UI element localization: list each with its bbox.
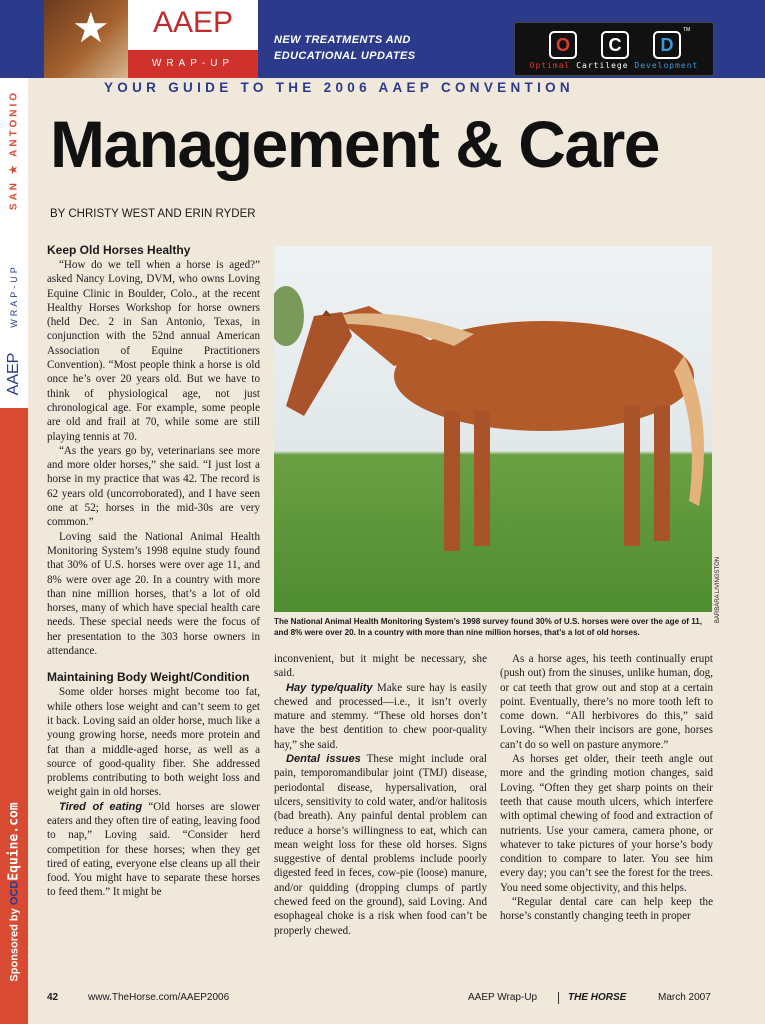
sponsor-prefix: Sponsored by: [8, 908, 21, 982]
paragraph: [274, 752, 487, 938]
article-column-1: [47, 243, 260, 900]
ocd-letter-o: O: [549, 31, 577, 59]
horse-leg: [474, 411, 490, 546]
sidebar-aaep: AAEP: [5, 352, 22, 396]
top-banner: [0, 0, 765, 78]
section-heading-body-weight: Maintaining Body Weight/Condition: [47, 670, 250, 685]
horse-photo: [274, 246, 712, 612]
footer-section: AAEP Wrap-Up: [468, 992, 538, 1003]
guide-line: YOUR GUIDE TO THE 2006 AAEP CONVENTION: [104, 80, 574, 95]
page-number: 42: [47, 992, 59, 1003]
ocd-word-development: Development: [634, 61, 699, 70]
tagline-line-2: EDUCATIONAL UPDATES: [274, 50, 416, 62]
sponsor-brand-domain: Equine.com: [6, 802, 22, 881]
sidebar-strip: [0, 0, 28, 1024]
page-title: Management & Care: [50, 107, 660, 181]
ocd-subtitle: [515, 61, 713, 70]
paragraph: “Regular dental care can help keep the horse’s constantly changing teeth in proper: [500, 896, 713, 923]
runin-heading-hay: Hay type/quality: [286, 681, 373, 694]
paragraph: “How do we tell when a horse is aged?” asked Nancy Loving, DVM, who owns Loving Equine Clinic in Boulder, Colo., at the recent Healthy Horses Workshop for horse owners (held Dec. 2 in San Antonio, Texas, in conjunction with the 52nd annual American Association of Equine Practitioners Convention). “Most people think a horse is old once he’s over 20 years old. But we have to think of physiological age, not just chronological age. For example, some people are old and frail at 70, while some are still playing tennis at 70.: [47, 259, 260, 443]
sponsor-brand-ocd: OCD: [8, 880, 21, 906]
paragraph-text: These might include oral pain, temporomandibular joint (TMJ) disease, periodontal disease, hypersalivation, oral ulcers, sensitivity to cold water, and/or halitosis (bad breath). Any painful dental problem can reduce a horse’s willingness to eat, which can mean weight loss for these old horses. Signs suggestive of dental problems include poorly digested feed in feces, cow-pie (loose) manure, and/or quidding (dropping clumps of partly chewed feed on the ground), said Loving. And esophageal choke is a risk when food can’t be properly chewed.: [274, 753, 488, 937]
paragraph-text: Make sure hay is easily chewed and processed—i.e., it isn’t overly mature and stemmy. “These old horses don’t have the best dentition to chew poor-quality hay,” she said.: [274, 681, 488, 751]
paragraph: Some older horses might become too fat, while others lose weight and can’t seem to get it back. Loving said an older horse, much like a young growing horse, needs more protein and fat than a middle-aged horse, as well as a source of good-quality fiber. She addressed problems contributing to both weight loss and weight gain in old horses.: [47, 686, 260, 799]
tree-shape: [274, 286, 304, 346]
horse-tail: [674, 356, 704, 506]
byline: BY CHRISTY WEST AND ERIN RYDER: [50, 208, 256, 220]
ocd-word-cartilege: Cartilege: [576, 61, 629, 70]
footer-url: www.TheHorse.com/AAEP2006: [88, 992, 230, 1003]
article-column-3: [500, 652, 713, 924]
horse-leg: [624, 406, 640, 546]
sidebar-city: SAN ★ ANTONIO: [8, 89, 20, 211]
tagline-line-1: NEW TREATMENTS AND: [274, 34, 411, 46]
paragraph: As horses get older, their teeth angle out more and the grinding motion changes, said Loving. “Often they get sharp points on their teeth that cause mouth ulcers, which interfere with optimal chewing of food and extraction of nutrients. Use your camera, camera phone, or whatever to take pictures of your horse’s body condition to compare to later. You see him every day; you can’t see the forest for the trees. You need some objectivity, and this helps.: [500, 753, 713, 894]
horse-leg: [654, 406, 670, 541]
paragraph-text: “Old horses are slower eaters and they often tire of eating, leaving food to nap,” Loving said. “Consider herd competition for these horses; when they get tired of eating, everyone else cleans up all their food. You might have to separate these horses to feed them.” It might be: [47, 800, 260, 899]
ocd-ad: [514, 22, 714, 76]
horse-illustration: [274, 246, 712, 612]
horse-leg: [444, 411, 460, 551]
runin-heading-dental: Dental issues: [286, 753, 361, 766]
texas-star-icon: ★: [72, 6, 110, 52]
footer-publication: THE HORSE: [568, 992, 627, 1003]
sponsor-line: [7, 802, 22, 981]
ocd-letter-c: C: [601, 31, 629, 59]
sidebar-wrap-up: WRAP-UP: [9, 264, 19, 328]
ocd-word-optimal: Optimal: [529, 61, 571, 70]
logo-main: AAEP: [152, 6, 234, 39]
paragraph: As a horse ages, his teeth continually erupt (push out) from the sinuses, unlike human, dog, or cat teeth that grow out and stop at a certain point. Eventually, there’s no more tooth left to come down. “All herbivores do this,” said Loving. “When their incisors are gone, horses can’t do so well on pasture anymore.”: [500, 653, 713, 751]
photo-credit: BARBARA LIVINGSTON: [715, 556, 721, 624]
paragraph: Loving said the National Animal Health Monitoring System’s 1998 equine study found that 30% of U.S. horses were over age 11, and 8% were over age 20. In a country with more than nine million horses, that’s a lot of old horses, many of which have special health care needs. These special needs were the focus of her presentation to the 303 horse owners in attendance.: [47, 530, 260, 658]
banner-horse-image: [44, 0, 130, 78]
paragraph: [274, 681, 487, 752]
paragraph: [47, 800, 260, 900]
ocd-letter-d: D: [653, 31, 681, 59]
logo-sub: WRAP-UP: [128, 50, 258, 78]
ocd-trademark: TM: [683, 27, 691, 33]
footer-divider: [558, 992, 559, 1004]
runin-heading-tired: Tired of eating: [59, 800, 143, 813]
aaep-logo: [128, 0, 258, 78]
photo-caption: The National Animal Health Monitoring System’s 1998 survey found 30% of U.S. horses were over the age of 11, and 8% were over 20. In a country with more than nine million horses, that’s a lot of old horses.: [274, 617, 703, 637]
footer-date: March 2007: [658, 992, 711, 1003]
paragraph: “As the years go by, veterinarians see more and more older horses,” she said. “I just lost a horse in my practice that was 42. The record is 62 years old (uncorroborated), and I have seen one at 52; horses in the mid-30s are very common.”: [47, 444, 260, 529]
horse-ear: [322, 310, 332, 316]
banner-tagline: [274, 32, 415, 64]
section-heading-old-horses: Keep Old Horses Healthy: [47, 243, 191, 257]
paragraph: inconvenient, but it might be necessary, she said.: [274, 653, 487, 680]
article-column-2: [274, 652, 487, 938]
